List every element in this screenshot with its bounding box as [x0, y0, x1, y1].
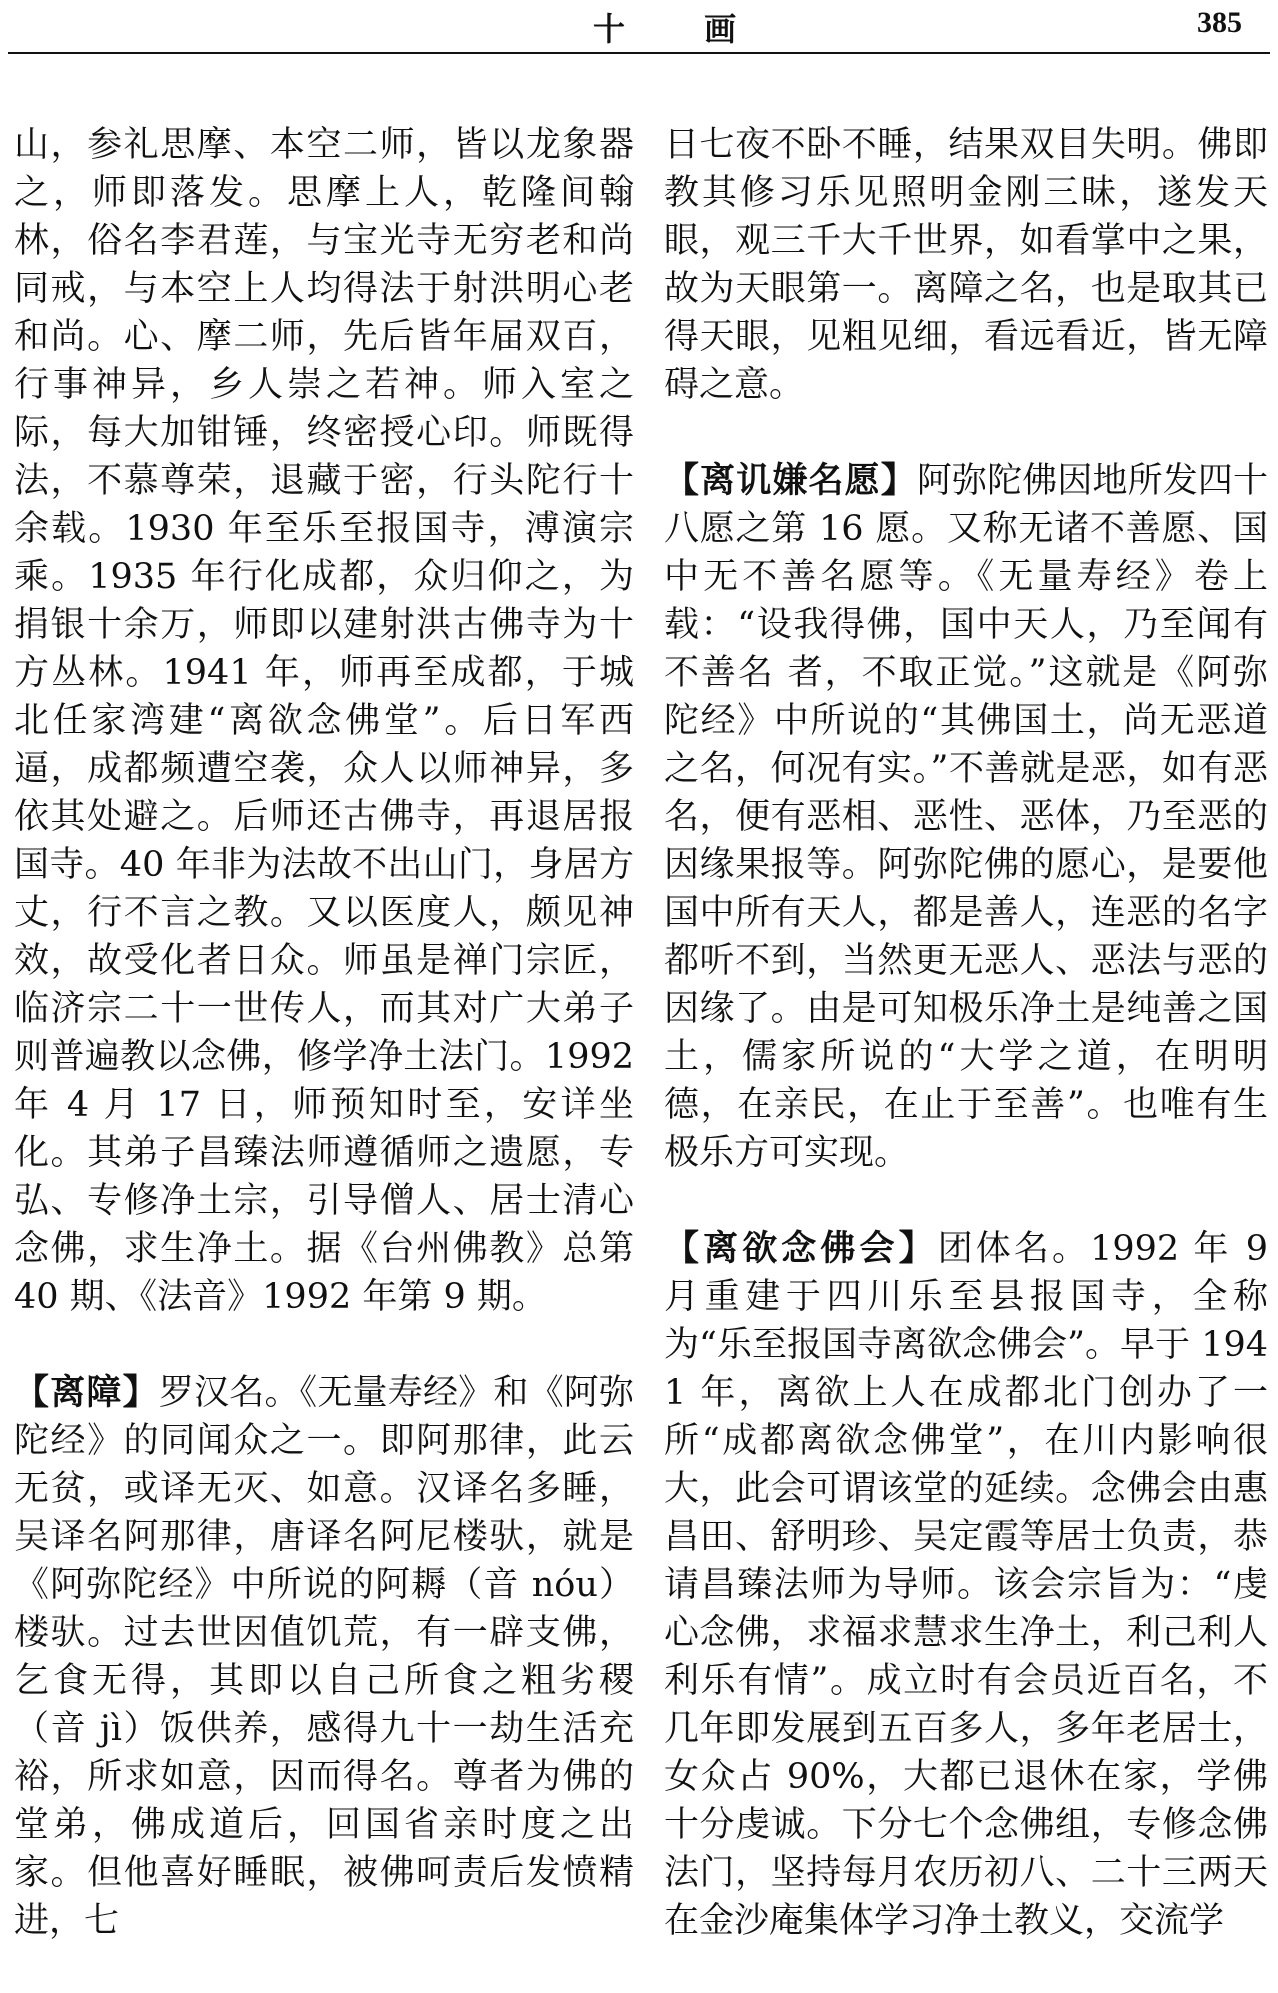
page-header — [8, 0, 1270, 50]
entry-text: 团体名。1992 年 9 月重建于四川乐至县报国寺，全称为“乐至报国寺离欲念佛会”。早于 1941 年，离欲上人在成都北门创办了一所“成都离欲念佛堂”，在川内影响很大，此会可谓该堂的延续。念佛会由惠昌田、舒明珍、吴定霞等居士负责，恭请昌臻法师为导师。该会宗旨为：“虔心念佛，求福求慧求生净土，利己利人利乐有情”。成立时有会员近百名，不几年即发展到五百多人，多年老居士，女众占 90%，大都已退休在家，学佛十分虔诚。下分七个念佛组，专修念佛法门，坚持每月农历初八、二十三两天在金沙庵集体学习净土教义，交流学 — [664, 1229, 1268, 1941]
continuation-paragraph: 日七夜不卧不睡，结果双目失明。佛即教其修习乐见照明金刚三昧，遂发天眼，观三千大千世界，如看掌中之果，故为天眼第一。离障之名，也是取其已得天眼，见粗见细，看远看近，皆无障碍之意。 — [664, 125, 1268, 405]
left-column — [14, 73, 634, 1993]
entry-headword: 【离障】 — [14, 1373, 159, 1413]
dictionary-entry — [664, 1225, 1268, 1945]
dictionary-entry — [14, 1369, 634, 1945]
dictionary-entry — [664, 457, 1268, 1177]
continuation-paragraph: 山，参礼思摩、本空二师，皆以龙象器之，师即落发。思摩上人，乾隆间翰林，俗名李君莲，与宝光寺无穷老和尚同戒，与本空上人均得法于射洪明心老和尚。心、摩二师，先后皆年届双百，行事神异，乡人崇之若神。师入室之际，每大加钳锤，终密授心印。师既得法，不慕尊荣，退藏于密，行头陀行十余载。1930 年至乐至报国寺，溥演宗乘。1935 年行化成都，众归仰之，为捐银十余万，师即以建射洪古佛寺为十方丛林。1941 年，师再至成都，于城北任家湾建“离欲念佛堂”。后日军西逼，成都频遭空袭，众人以师神异，多依其处避之。后师还古佛寺，再退居报国寺。40 年非为法故不出山门，身居方丈，行不言之教。又以医度人，颇见神效，故受化者日众。师虽是禅门宗匠，临济宗二十一世传人，而其对广大弟子则普遍教以念佛，修学净土法门。1992 年 4 月 17 日，师预知时至，安详坐化。其弟子昌臻法师遵循师之遗愿，专弘、专修净土宗，引导僧人、居士清心念佛，求生净土。据《台州佛教》总第 40 期、《法音》1992 年第 9 期。 — [14, 125, 634, 1317]
section-title: 十 画 — [593, 10, 771, 48]
entry-text: 阿弥陀佛因地所发四十八愿之第 16 愿。又称无诸不善愿、国中无不善名愿等。《无量寿经》卷上载：“设我得佛，国中天人，乃至闻有不善名 者，不取正觉。”这就是《阿弥陀经》中所说的“其佛国土，尚无恶道之名，何况有实。”不善就是恶，如有恶名，便有恶相、恶性、恶体，乃至恶的因缘果报等。阿弥陀佛的愿心，是要他国中所有天人，都是善人，连恶的名字都听不到，当然更无恶人、恶法与恶的因缘了。由是可知极乐净土是纯善之国土，儒家所说的“大学之道，在明明德，在亲民，在止于至善”。也唯有生极乐方可实现。 — [664, 461, 1268, 1173]
page-number: 385 — [1197, 6, 1242, 39]
entry-headword: 【离欲念佛会】 — [664, 1229, 938, 1269]
right-column — [664, 73, 1268, 1993]
header-rule — [8, 52, 1270, 54]
entry-text: 罗汉名。《无量寿经》和《阿弥陀经》的同闻众之一。即阿那律，此云无贫，或译无灭、如意。汉译名多睡，吴译名阿那律，唐译名阿尼楼驮，就是《阿弥陀经》中所说的阿耨（音 nóu）楼驮。过去世因值饥荒，有一辟支佛，乞食无得，其即以自己所食之粗劣稷（音 jì）饭供养，感得九十一劫生活充裕，所求如意，因而得名。尊者为佛的堂弟，佛成道后，回国省亲时度之出家。但他喜好睡眠，被佛呵责后发愤精进，七 — [14, 1373, 634, 1941]
entry-headword: 【离讥嫌名愿】 — [664, 461, 917, 501]
